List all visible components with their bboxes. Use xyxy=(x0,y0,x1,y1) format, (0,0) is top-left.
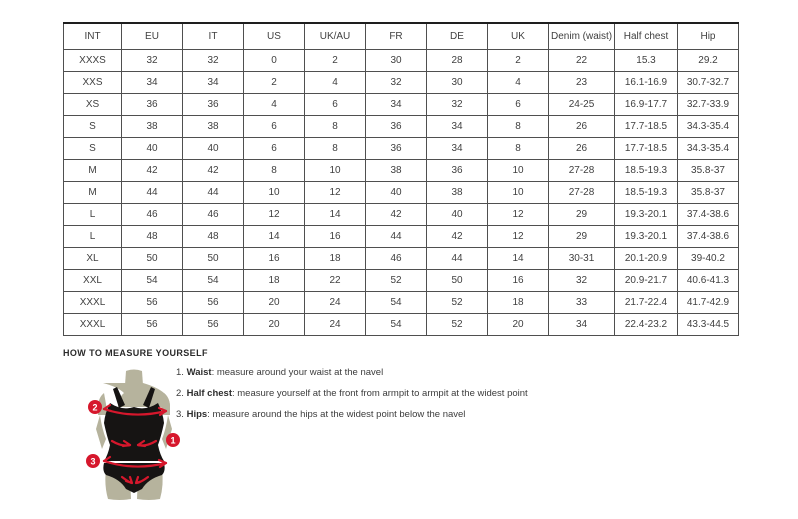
table-cell: 36 xyxy=(427,159,488,181)
step-number: 3. xyxy=(176,409,184,420)
table-cell: 36 xyxy=(366,115,427,137)
table-cell: 46 xyxy=(122,203,183,225)
table-cell: 18.5-19.3 xyxy=(615,159,678,181)
table-cell: 18.5-19.3 xyxy=(615,181,678,203)
table-cell: 33 xyxy=(549,291,615,313)
table-cell: M xyxy=(64,159,122,181)
table-cell: 50 xyxy=(427,269,488,291)
table-row xyxy=(64,225,739,247)
table-cell: 46 xyxy=(183,203,244,225)
table-cell: 10 xyxy=(488,181,549,203)
table-cell: 26 xyxy=(549,115,615,137)
column-header: Hip xyxy=(678,23,739,49)
table-cell: 44 xyxy=(183,181,244,203)
table-cell: 24 xyxy=(305,291,366,313)
measure-section-title: HOW TO MEASURE YOURSELF xyxy=(63,348,208,358)
table-cell: 8 xyxy=(305,137,366,159)
table-row xyxy=(64,115,739,137)
table-row xyxy=(64,137,739,159)
column-header: UK/AU xyxy=(305,23,366,49)
table-cell: 4 xyxy=(305,71,366,93)
step-label: Half chest xyxy=(186,388,232,399)
table-cell: 41.7-42.9 xyxy=(678,291,739,313)
table-cell: 32 xyxy=(549,269,615,291)
table-cell: 10 xyxy=(305,159,366,181)
table-cell: 42 xyxy=(427,225,488,247)
table-cell: 56 xyxy=(122,291,183,313)
table-cell: 48 xyxy=(183,225,244,247)
table-cell: 22 xyxy=(305,269,366,291)
table-cell: XXXS xyxy=(64,49,122,71)
table-cell: 24 xyxy=(305,313,366,335)
table-cell: 32 xyxy=(366,71,427,93)
table-cell: 12 xyxy=(488,225,549,247)
table-cell: 30-31 xyxy=(549,247,615,269)
table-cell: 10 xyxy=(244,181,305,203)
table-cell: 37.4-38.6 xyxy=(678,203,739,225)
table-cell: 37.4-38.6 xyxy=(678,225,739,247)
table-cell: 40.6-41.3 xyxy=(678,269,739,291)
table-cell: 22.4-23.2 xyxy=(615,313,678,335)
table-cell: 20 xyxy=(244,313,305,335)
table-cell: 4 xyxy=(488,71,549,93)
table-cell: 42 xyxy=(183,159,244,181)
table-row xyxy=(64,269,739,291)
table-cell: 42 xyxy=(366,203,427,225)
table-cell: 16 xyxy=(305,225,366,247)
table-cell: 24-25 xyxy=(549,93,615,115)
badge-1-label: 1 xyxy=(170,435,176,446)
table-cell: 36 xyxy=(183,93,244,115)
table-cell: 17.7-18.5 xyxy=(615,137,678,159)
step-label: Waist xyxy=(186,367,212,378)
table-cell: 30.7-32.7 xyxy=(678,71,739,93)
table-cell: 14 xyxy=(244,225,305,247)
measure-step-hips xyxy=(176,408,528,429)
table-cell: 22 xyxy=(549,49,615,71)
table-cell: 6 xyxy=(488,93,549,115)
table-cell: 43.3-44.5 xyxy=(678,313,739,335)
table-cell: 40 xyxy=(366,181,427,203)
table-cell: 19.3-20.1 xyxy=(615,225,678,247)
table-cell: 54 xyxy=(122,269,183,291)
table-cell: 21.7-22.4 xyxy=(615,291,678,313)
table-row xyxy=(64,93,739,115)
table-cell: 14 xyxy=(305,203,366,225)
mannequin-illustration xyxy=(80,369,188,501)
step-label: Hips xyxy=(186,409,208,420)
table-cell: 36 xyxy=(122,93,183,115)
table-row xyxy=(64,181,739,203)
table-cell: 32 xyxy=(183,49,244,71)
table-cell: 2 xyxy=(305,49,366,71)
table-cell: 8 xyxy=(244,159,305,181)
table-cell: 19.3-20.1 xyxy=(615,203,678,225)
measure-steps-list xyxy=(176,366,528,429)
table-cell: 2 xyxy=(244,71,305,93)
table-body xyxy=(64,49,739,335)
table-cell: 2 xyxy=(488,49,549,71)
table-cell: 35.8-37 xyxy=(678,181,739,203)
table-cell: 40 xyxy=(122,137,183,159)
table-cell: 40 xyxy=(183,137,244,159)
table-cell: 26 xyxy=(549,137,615,159)
table-cell: 38 xyxy=(122,115,183,137)
column-header: FR xyxy=(366,23,427,49)
table-cell: XS xyxy=(64,93,122,115)
table-cell: 20 xyxy=(244,291,305,313)
table-cell: 18 xyxy=(244,269,305,291)
table-cell: 8 xyxy=(305,115,366,137)
table-cell: 34 xyxy=(122,71,183,93)
table-cell: 8 xyxy=(488,137,549,159)
table-cell: 34 xyxy=(366,93,427,115)
table-cell: 54 xyxy=(366,313,427,335)
table-cell: 29 xyxy=(549,225,615,247)
table-cell: 32 xyxy=(427,93,488,115)
table-cell: 0 xyxy=(244,49,305,71)
table-cell: 56 xyxy=(183,291,244,313)
table-row xyxy=(64,49,739,71)
table-cell: S xyxy=(64,115,122,137)
table-cell: 12 xyxy=(488,203,549,225)
table-cell: 34 xyxy=(427,137,488,159)
table-cell: 29 xyxy=(549,203,615,225)
column-header: UK xyxy=(488,23,549,49)
measure-step-waist xyxy=(176,366,528,387)
size-chart-table xyxy=(63,22,739,336)
table-row xyxy=(64,247,739,269)
table-cell: 30 xyxy=(366,49,427,71)
table-cell: 38 xyxy=(427,181,488,203)
table-cell: XXXL xyxy=(64,291,122,313)
table-cell: 20.1-20.9 xyxy=(615,247,678,269)
header-row xyxy=(64,23,739,49)
measure-step-half-chest xyxy=(176,387,528,408)
table-cell: S xyxy=(64,137,122,159)
table-cell: 6 xyxy=(244,137,305,159)
table-cell: 23 xyxy=(549,71,615,93)
table-cell: 27-28 xyxy=(549,181,615,203)
table-cell: 50 xyxy=(183,247,244,269)
table-cell: XXS xyxy=(64,71,122,93)
step-text: : measure around the hips at the widest point below the navel xyxy=(207,409,466,420)
table-cell: 20.9-21.7 xyxy=(615,269,678,291)
table-cell: 32 xyxy=(122,49,183,71)
table-row xyxy=(64,203,739,225)
table-cell: 34.3-35.4 xyxy=(678,137,739,159)
table-cell: 34 xyxy=(183,71,244,93)
column-header: US xyxy=(244,23,305,49)
badge-3-label: 3 xyxy=(90,456,96,467)
table-cell: 16.9-17.7 xyxy=(615,93,678,115)
table-cell: 40 xyxy=(427,203,488,225)
table-cell: 30 xyxy=(427,71,488,93)
badge-2-label: 2 xyxy=(92,402,98,413)
column-header: Half chest xyxy=(615,23,678,49)
measurement-figure xyxy=(80,369,188,501)
table-cell: 6 xyxy=(244,115,305,137)
table-cell: 16 xyxy=(488,269,549,291)
table-cell: 56 xyxy=(122,313,183,335)
table-cell: 39-40.2 xyxy=(678,247,739,269)
table-cell: 48 xyxy=(122,225,183,247)
table-cell: 12 xyxy=(305,181,366,203)
table-cell: 32.7-33.9 xyxy=(678,93,739,115)
step-number: 2. xyxy=(176,388,184,399)
table-cell: 18 xyxy=(305,247,366,269)
table-cell: XL xyxy=(64,247,122,269)
table-row xyxy=(64,71,739,93)
table-cell: 34.3-35.4 xyxy=(678,115,739,137)
table-cell: 4 xyxy=(244,93,305,115)
table-cell: 20 xyxy=(488,313,549,335)
table-cell: 8 xyxy=(488,115,549,137)
step-text: : measure around your waist at the navel xyxy=(211,367,384,378)
table-cell: 6 xyxy=(305,93,366,115)
table-cell: 12 xyxy=(244,203,305,225)
table-cell: 16 xyxy=(244,247,305,269)
column-header: Denim (waist) xyxy=(549,23,615,49)
table-cell: 54 xyxy=(183,269,244,291)
table-cell: 46 xyxy=(366,247,427,269)
table-cell: L xyxy=(64,203,122,225)
step-number: 1. xyxy=(176,367,184,378)
table-cell: 16.1-16.9 xyxy=(615,71,678,93)
step-text: : measure yourself at the front from armpit to armpit at the widest point xyxy=(231,388,528,399)
table-cell: 34 xyxy=(549,313,615,335)
table-cell: 27-28 xyxy=(549,159,615,181)
table-cell: 44 xyxy=(427,247,488,269)
table-cell: XXXL xyxy=(64,313,122,335)
table-cell: 42 xyxy=(122,159,183,181)
table-cell: 44 xyxy=(122,181,183,203)
column-header: DE xyxy=(427,23,488,49)
table-cell: 29.2 xyxy=(678,49,739,71)
table-row xyxy=(64,291,739,313)
table-cell: 14 xyxy=(488,247,549,269)
column-header: EU xyxy=(122,23,183,49)
table-cell: 52 xyxy=(427,291,488,313)
table-cell: 50 xyxy=(122,247,183,269)
table-cell: 52 xyxy=(366,269,427,291)
table-cell: 36 xyxy=(366,137,427,159)
table-cell: 18 xyxy=(488,291,549,313)
table-cell: 44 xyxy=(366,225,427,247)
table-cell: 54 xyxy=(366,291,427,313)
table-cell: 10 xyxy=(488,159,549,181)
table-cell: M xyxy=(64,181,122,203)
table-cell: 17.7-18.5 xyxy=(615,115,678,137)
table-cell: 52 xyxy=(427,313,488,335)
table-cell: 28 xyxy=(427,49,488,71)
table-cell: XXL xyxy=(64,269,122,291)
table-cell: 56 xyxy=(183,313,244,335)
table-cell: 34 xyxy=(427,115,488,137)
table-cell: 38 xyxy=(183,115,244,137)
column-header: IT xyxy=(183,23,244,49)
table-cell: 38 xyxy=(366,159,427,181)
table-cell: 35.8-37 xyxy=(678,159,739,181)
table-row xyxy=(64,159,739,181)
table-cell: L xyxy=(64,225,122,247)
table-row xyxy=(64,313,739,335)
column-header: INT xyxy=(64,23,122,49)
table-cell: 15.3 xyxy=(615,49,678,71)
